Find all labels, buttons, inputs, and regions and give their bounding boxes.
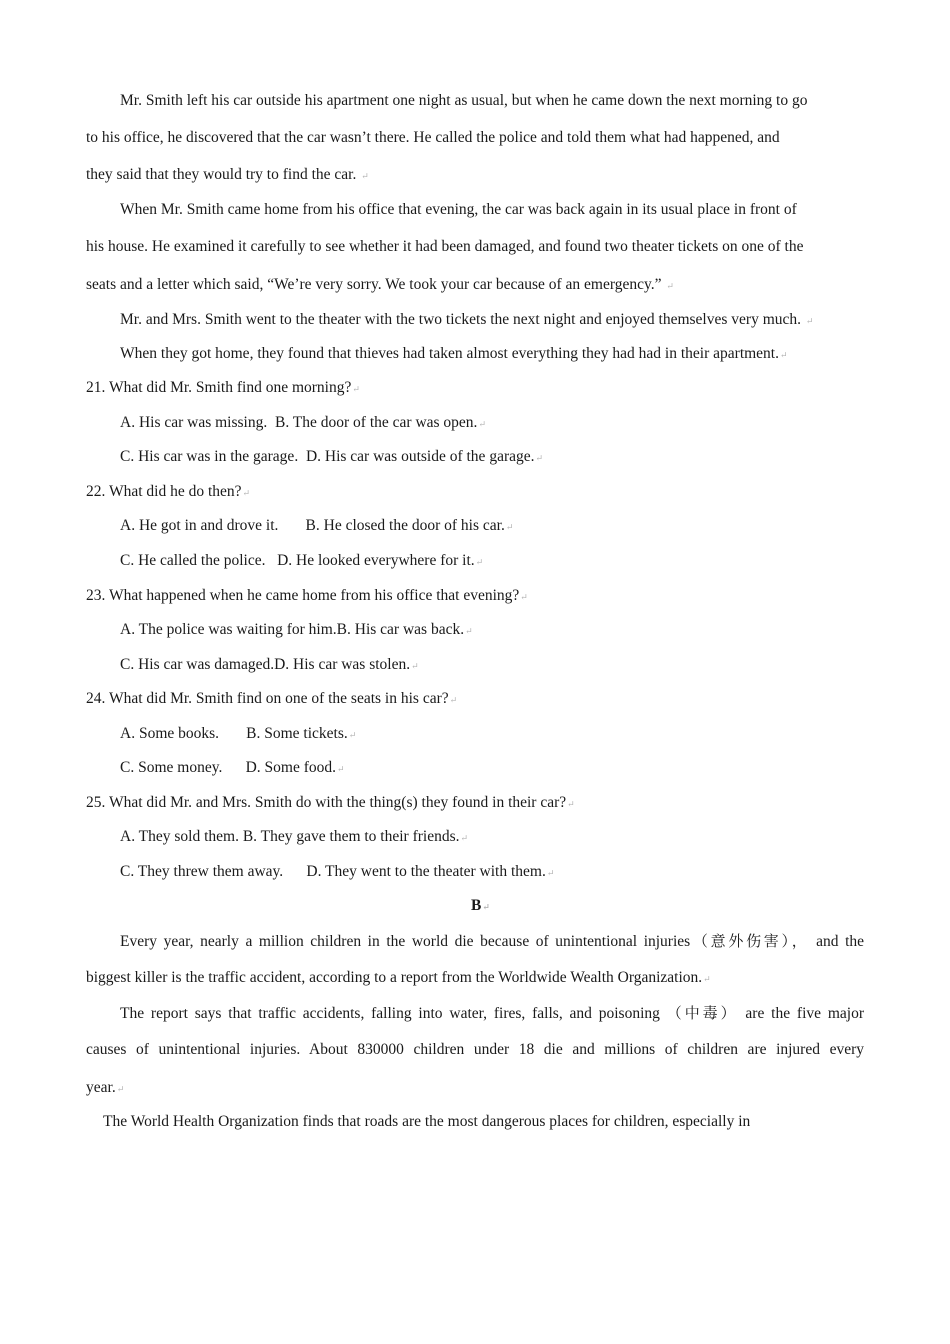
paragraph-mark-icon: ↵ <box>805 316 814 326</box>
paragraph-mark-icon: ↵ <box>361 171 369 181</box>
question-25-stem <box>86 793 575 814</box>
cjk-gloss: （中毒） <box>666 1004 739 1022</box>
paragraph-mark-icon: ↵ <box>535 453 544 463</box>
section-b-p3-line1 <box>103 1112 750 1132</box>
paragraph-mark-icon: ↵ <box>703 974 711 984</box>
text: C. His car was in the garage. D. His car was outside of the garage. <box>120 448 535 465</box>
text: causes of unintentional injuries. About 830000 children under 18 die and millions of children are injured every <box>86 1041 864 1058</box>
text: 21. What did Mr. Smith find one morning? <box>86 379 352 396</box>
text: his house. He examined it carefully to see whether it had been damaged, and found two theater tickets on one of the <box>86 238 804 255</box>
paragraph-mark-icon: ↵ <box>449 695 458 705</box>
question-23-options-row2 <box>120 655 419 676</box>
section-b-p2-line2 <box>86 1040 864 1060</box>
section-b-heading <box>471 896 490 917</box>
section-b-p1-line1 <box>120 931 864 952</box>
question-23-options-row1 <box>120 620 473 641</box>
passage-a-p2-line2 <box>86 237 804 257</box>
text: A. The police was waiting for him.B. His car was back. <box>120 621 465 638</box>
text: C. Some money. D. Some food. <box>120 759 336 776</box>
passage-a-p2-line1 <box>120 200 797 220</box>
text: C. His car was damaged.D. His car was stolen. <box>120 656 411 673</box>
text: 22. What did he do then? <box>86 483 242 500</box>
paragraph-mark-icon: ↵ <box>567 799 575 809</box>
text: they said that they would try to find the car. <box>86 166 361 183</box>
text: are the five major <box>745 1005 865 1022</box>
text: A. Some books. B. Some tickets. <box>120 725 348 742</box>
text: 24. What did Mr. Smith find on one of the seats in his car? <box>86 690 449 707</box>
text: B <box>471 897 482 914</box>
text: The report says that traffic accidents, falling into water, fires, falls, and poisoning <box>120 1005 660 1022</box>
text: A. He got in and drove it. B. He closed the door of his car. <box>120 517 505 534</box>
paragraph-mark-icon: ↵ <box>116 1084 125 1094</box>
text: year. <box>86 1079 116 1096</box>
text: to his office, he discovered that the car wasn’t there. He called the police and told them what had happened, and <box>86 129 780 146</box>
text: When Mr. Smith came home from his office that evening, the car was back again in its usual place in front of <box>120 201 797 218</box>
passage-a-p2-line3 <box>86 275 674 296</box>
question-22-options-row2 <box>120 551 483 572</box>
paragraph-mark-icon: ↵ <box>460 833 469 843</box>
passage-a-p1-line3 <box>86 165 369 186</box>
paragraph-mark-icon: ↵ <box>465 626 473 636</box>
cjk-gloss: （意外伤害）， <box>690 932 810 950</box>
paragraph-mark-icon: ↵ <box>411 661 419 671</box>
question-25-options-row1 <box>120 827 468 848</box>
section-b-p2-line3 <box>86 1078 124 1099</box>
paragraph-mark-icon: ↵ <box>348 730 357 740</box>
text: The World Health Organization finds that roads are the most dangerous places for children, especially in <box>103 1113 751 1130</box>
text: 25. What did Mr. and Mrs. Smith do with the thing(s) they found in their car? <box>86 794 567 811</box>
text: seats and a letter which said, “We’re very sorry. We took your car because of an emergency.” <box>86 276 666 293</box>
paragraph-mark-icon: ↵ <box>505 522 514 532</box>
section-b-p1-line2 <box>86 968 711 989</box>
paragraph-mark-icon: ↵ <box>520 592 528 602</box>
text: Mr. and Mrs. Smith went to the theater with the two tickets the next night and enjoyed themselves very much. <box>120 311 805 328</box>
question-23-stem <box>86 586 528 607</box>
paragraph-mark-icon: ↵ <box>482 902 490 912</box>
paragraph-mark-icon: ↵ <box>475 557 484 567</box>
passage-a-p1-line1 <box>120 91 807 111</box>
text: biggest killer is the traffic accident, according to a report from the Worldwide Wealth Organization. <box>86 969 703 986</box>
paragraph-mark-icon: ↵ <box>242 488 251 498</box>
question-24-options-row1 <box>120 724 356 745</box>
paragraph-mark-icon: ↵ <box>337 764 345 774</box>
paragraph-mark-icon: ↵ <box>352 384 360 394</box>
passage-a-p3 <box>120 310 813 331</box>
question-22-options-row1 <box>120 516 513 537</box>
text: Every year, nearly a million children in the world die because of unintentional injuries <box>120 933 691 950</box>
text: When they got home, they found that thieves had taken almost everything they had had in their apartment. <box>120 345 779 362</box>
question-21-options-row1 <box>120 413 486 434</box>
text: C. They threw them away. D. They went to the theater with them. <box>120 863 546 880</box>
question-21-options-row2 <box>120 447 543 468</box>
question-22-stem <box>86 482 250 503</box>
paragraph-mark-icon: ↵ <box>546 868 555 878</box>
text: and the <box>816 933 865 950</box>
question-21-stem <box>86 378 360 399</box>
passage-a-p4 <box>120 344 788 365</box>
text: 23. What happened when he came home from his office that evening? <box>86 587 520 604</box>
question-24-options-row2 <box>120 758 345 779</box>
text: C. He called the police. D. He looked everywhere for it. <box>120 552 475 569</box>
text: Mr. Smith left his car outside his apartment one night as usual, but when he came down the next morning to go <box>120 92 808 109</box>
paragraph-mark-icon: ↵ <box>780 350 788 360</box>
question-25-options-row2 <box>120 862 554 883</box>
text: A. They sold them. B. They gave them to their friends. <box>120 828 460 845</box>
paragraph-mark-icon: ↵ <box>478 419 486 429</box>
section-b-p2-line1 <box>120 1003 864 1024</box>
text: A. His car was missing. B. The door of the car was open. <box>120 414 478 431</box>
passage-a-p1-line2 <box>86 128 780 148</box>
question-24-stem <box>86 689 457 710</box>
paragraph-mark-icon: ↵ <box>666 281 674 291</box>
